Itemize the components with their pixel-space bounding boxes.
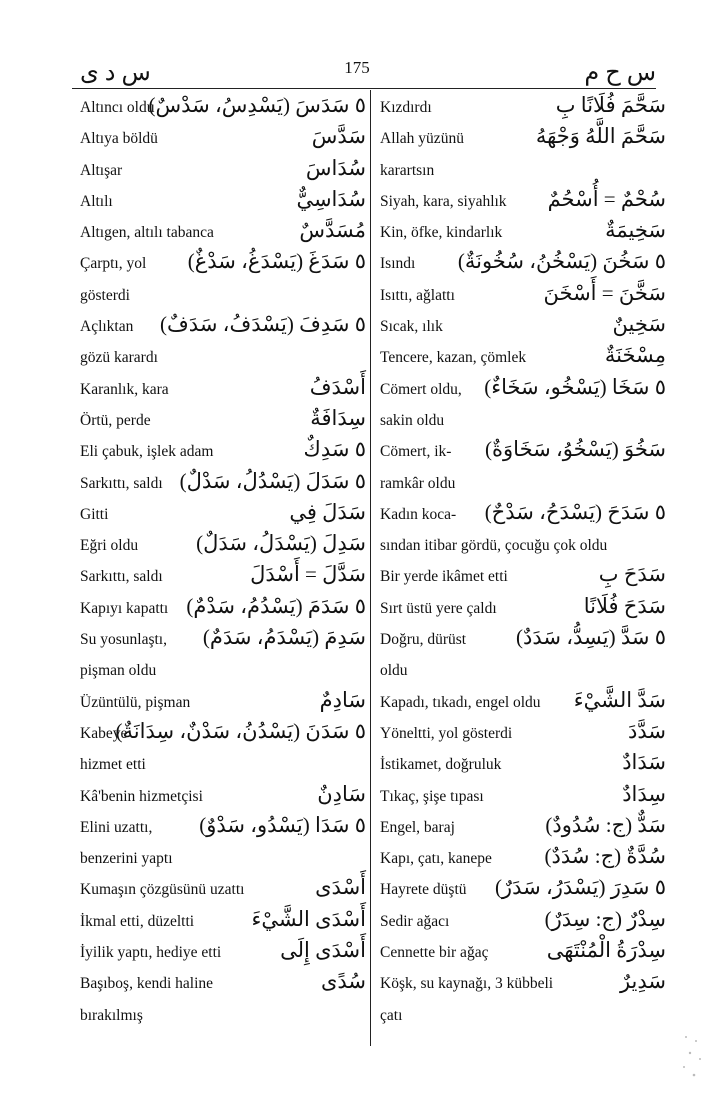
dictionary-entry	[380, 808, 666, 839]
turkish-definition: Isındı	[380, 255, 416, 273]
arabic-headword: سَخُوَ (يَسْخُوُ، سَخَاوَةٌ)	[485, 437, 666, 462]
turkish-definition: sakin oldu	[380, 411, 445, 429]
turkish-definition: Gitti	[80, 505, 109, 523]
turkish-definition: Sarkıttı, saldı	[80, 474, 163, 492]
dictionary-entry	[80, 777, 366, 808]
dictionary-entry	[380, 714, 666, 745]
turkish-definition: Kapadı, tıkadı, engel oldu	[380, 693, 541, 711]
turkish-definition: Cömert oldu,	[380, 380, 462, 398]
dictionary-entry	[80, 902, 366, 933]
dictionary-entry	[80, 119, 366, 150]
dictionary-entry	[380, 651, 666, 682]
turkish-definition: Eğri oldu	[80, 537, 139, 555]
arabic-headword: سِدْرٌ (ج: سِدَرٌ)	[544, 906, 666, 931]
turkish-definition: Kabeye	[80, 724, 128, 742]
arabic-headword: ٥ سَدَمَ (يَسْدُمُ، سَدْمٌ)	[186, 593, 366, 618]
arabic-headword: سَدَادٌ	[622, 750, 666, 775]
arabic-headword: أَسْدَفُ	[309, 374, 366, 399]
turkish-definition: gösterdi	[80, 286, 130, 304]
dictionary-entry	[80, 370, 366, 401]
column-divider	[370, 90, 371, 1046]
arabic-headword: ٥ سَدَلَ (يَسْدُلُ، سَدْلٌ)	[179, 468, 366, 493]
dictionary-entry	[380, 589, 666, 620]
dictionary-entry	[380, 964, 666, 995]
dictionary-entry	[380, 839, 666, 870]
dictionary-entry	[80, 244, 366, 275]
turkish-definition: ramkâr oldu	[380, 474, 456, 492]
turkish-definition: bırakılmış	[80, 1006, 143, 1024]
arabic-headword: سُدَّةٌ (ج: سُدَدٌ)	[544, 844, 666, 869]
arabic-headword: أَسْدَى الشَّيْءَ	[251, 906, 366, 931]
dictionary-entry	[380, 620, 666, 651]
arabic-headword: ٥ سَدِفَ (يَسْدَفُ، سَدَفٌ)	[160, 312, 366, 337]
turkish-definition: Çarptı, yol	[80, 255, 147, 273]
dictionary-entry	[380, 870, 666, 901]
header-guide-letters-left: س د ى	[80, 60, 151, 86]
arabic-headword: سَادِمٌ	[319, 687, 366, 712]
turkish-definition: Tıkaç, şişe tıpası	[380, 787, 484, 805]
turkish-definition: Altışar	[80, 161, 123, 179]
arabic-headword: ٥ سَدَنَ (يَسْدُنُ، سَدْنٌ، سِدَانَةٌ)	[115, 718, 366, 743]
turkish-definition: Hayrete düştü	[380, 881, 467, 899]
dictionary-entry	[80, 432, 366, 463]
arabic-headword: سُدَاسَ	[305, 155, 366, 180]
turkish-definition: Altıya böldü	[80, 130, 158, 148]
turkish-definition: Eli çabuk, işlek adam	[80, 443, 214, 461]
arabic-headword: سَدَحَ بِ	[598, 562, 666, 587]
dictionary-entry	[380, 338, 666, 369]
turkish-definition: Su yosunlaştı,	[80, 631, 167, 649]
arabic-headword: سَدَحَ فُلَانًا	[583, 593, 666, 618]
arabic-headword: سَخَّنَ = أَسْخَنَ	[543, 280, 666, 305]
arabic-headword: ٥ سَدِرَ (يَسْدَرُ، سَدَرٌ)	[494, 875, 666, 900]
dictionary-entry	[380, 88, 666, 119]
arabic-headword: سَدَّسَ	[311, 124, 366, 149]
turkish-definition: Karanlık, kara	[80, 380, 169, 398]
arabic-headword: ٥ سَدَّ (يَسِدُّ، سَدَدٌ)	[516, 625, 666, 650]
turkish-definition: İkmal etti, düzeltti	[80, 912, 195, 930]
turkish-definition: Altıncı oldu	[80, 99, 155, 116]
page-header	[0, 52, 714, 92]
turkish-definition: Sarkıttı, saldı	[80, 568, 163, 586]
dictionary-entry	[380, 276, 666, 307]
arabic-headword: سَدِمَ (يَسْدَمُ، سَدَمٌ)	[202, 625, 366, 650]
arabic-headword: ٥ سَدَسَ (يَسْدِسُ، سَدْسٌ)	[148, 93, 366, 117]
arabic-headword: مِسْخَنَةٌ	[604, 343, 666, 368]
dictionary-entry	[80, 683, 366, 714]
turkish-definition: Kapı, çatı, kanepe	[380, 850, 492, 868]
arabic-headword: أَسْدَى	[315, 875, 366, 900]
dictionary-entry	[80, 338, 366, 369]
turkish-definition: Altıgen, altılı tabanca	[80, 224, 214, 242]
turkish-definition: Elini uzattı,	[80, 818, 153, 836]
dictionary-entry	[380, 683, 666, 714]
dictionary-entry	[380, 182, 666, 213]
turkish-definition: Allah yüzünü	[380, 130, 464, 148]
turkish-definition: Örtü, perde	[80, 411, 151, 429]
dictionary-entry	[380, 401, 666, 432]
turkish-definition: Kin, öfke, kindarlık	[380, 224, 503, 242]
turkish-definition: Kumaşın çözgüsünü uzattı	[80, 881, 245, 899]
dictionary-entry	[80, 996, 366, 1027]
dictionary-entry	[80, 589, 366, 620]
arabic-headword: سِدْرَةُ الْمُنْتَهَى	[546, 938, 666, 963]
dictionary-entry	[380, 151, 666, 182]
dictionary-entry	[80, 307, 366, 338]
arabic-headword: سِدَادٌ	[622, 781, 666, 806]
arabic-headword: سَخِيمَةٌ	[605, 218, 666, 243]
turkish-definition: İstikamet, doğruluk	[380, 756, 502, 774]
dictionary-entry	[80, 557, 366, 588]
dictionary-entry	[380, 244, 666, 275]
arabic-headword: مُسَدَّسٌ	[299, 218, 366, 243]
arabic-headword: ٥ سَدَحَ (يَسْدَحُ، سَدْحٌ)	[484, 499, 666, 524]
turkish-definition: Engel, baraj	[380, 818, 455, 836]
dictionary-entry	[80, 964, 366, 995]
turkish-definition: Kadın koca-	[380, 505, 457, 523]
turkish-definition: Köşk, su kaynağı, 3 kübbeli	[380, 975, 554, 993]
dictionary-entry	[380, 526, 666, 557]
arabic-headword: سَدَّ الشَّيْءَ	[573, 687, 666, 712]
arabic-headword: أَسْدَى إِلَى	[280, 938, 366, 963]
dictionary-entry	[380, 745, 666, 776]
arabic-headword: ٥ سَخُنَ (يَسْخُنُ، سُخُونَةٌ)	[457, 249, 666, 274]
turkish-definition: Kızdırdı	[380, 99, 432, 116]
turkish-definition: oldu	[380, 662, 408, 680]
turkish-definition: Açlıktan	[80, 318, 134, 336]
arabic-headword: سَدَّلَ = أَسْدَلَ	[250, 562, 366, 587]
turkish-definition: Tencere, kazan, çömlek	[380, 349, 527, 367]
arabic-headword: سَدِيرٌ	[619, 969, 666, 994]
arabic-headword: سَدَّدَ	[628, 718, 666, 743]
turkish-definition: Kapıyı kapattı	[80, 599, 169, 617]
arabic-headword: سَحَّمَ اللَّهُ وَجْهَهُ	[535, 124, 666, 149]
turkish-definition: Isıttı, ağlattı	[380, 286, 455, 304]
left-column	[80, 88, 366, 1027]
turkish-definition: Siyah, kara, siyahlık	[380, 192, 507, 210]
turkish-definition: Sedir ağacı	[380, 912, 450, 930]
paper-smudge	[678, 1027, 708, 1087]
dictionary-entry	[80, 526, 366, 557]
dictionary-entry	[380, 902, 666, 933]
turkish-definition: Sıcak, ılık	[380, 318, 443, 336]
dictionary-entry	[380, 370, 666, 401]
turkish-definition: İyilik yaptı, hediye etti	[80, 944, 222, 962]
turkish-definition: karartsın	[380, 161, 435, 179]
dictionary-entry	[80, 933, 366, 964]
dictionary-entry	[80, 464, 366, 495]
dictionary-entry	[380, 933, 666, 964]
dictionary-entry	[380, 119, 666, 150]
turkish-definition: hizmet etti	[80, 756, 146, 774]
dictionary-entry	[80, 714, 366, 745]
dictionary-entry	[380, 213, 666, 244]
arabic-headword: ٥ سَدَغَ (يَسْدَغُ، سَدْغٌ)	[187, 249, 366, 274]
dictionary-entry	[80, 401, 366, 432]
page-number: 175	[344, 58, 370, 77]
arabic-headword: سَدَلَ فِي	[289, 499, 366, 524]
arabic-headword: سَدِلَ (يَسْدَلُ، سَدَلٌ)	[196, 531, 366, 556]
dictionary-entry	[380, 996, 666, 1027]
turkish-definition: Bir yerde ikâmet etti	[380, 568, 508, 586]
dictionary-entry	[80, 182, 366, 213]
arabic-headword: سَادِنٌ	[317, 781, 366, 806]
arabic-headword: سِدَافَةٌ	[310, 405, 366, 430]
arabic-headword: ٥ سَدَا (يَسْدُو، سَدْوٌ)	[199, 812, 366, 837]
arabic-headword: سُحْمٌ = أُسْحُمٌ	[547, 186, 666, 211]
dictionary-entry	[80, 213, 366, 244]
dictionary-entry	[80, 839, 366, 870]
turkish-definition: Cennette bir ağaç	[380, 944, 489, 962]
arabic-headword: ٥ سَخَا (يَسْخُو، سَخَاءٌ)	[484, 374, 666, 399]
dictionary-entry	[380, 777, 666, 808]
turkish-definition: Doğru, dürüst	[380, 631, 467, 649]
dictionary-entry	[80, 808, 366, 839]
dictionary-entry	[80, 151, 366, 182]
arabic-headword: سُدَاسِيٌّ	[296, 186, 366, 211]
dictionary-entry	[380, 307, 666, 338]
dictionary-entry	[80, 495, 366, 526]
dictionary-entry	[80, 88, 366, 119]
arabic-headword: سَدٌّ (ج: سُدُودٌ)	[545, 812, 666, 837]
arabic-headword: سَحَّمَ فُلَانًا بِ	[555, 93, 666, 117]
dictionary-entry	[80, 870, 366, 901]
turkish-definition: sından itibar gördü, çocuğu çok oldu	[380, 537, 608, 555]
turkish-definition: benzerini yaptı	[80, 850, 173, 868]
turkish-definition: gözü karardı	[80, 349, 158, 367]
turkish-definition: Cömert, ik-	[380, 443, 452, 461]
turkish-definition: pişman oldu	[80, 662, 157, 680]
dictionary-entry	[80, 276, 366, 307]
turkish-definition: Üzüntülü, pişman	[80, 693, 191, 711]
header-guide-letters-right: س ح م	[584, 60, 656, 86]
dictionary-entry	[380, 495, 666, 526]
arabic-headword: سُدًى	[320, 969, 366, 994]
turkish-definition: Sırt üstü yere çaldı	[380, 599, 497, 617]
turkish-definition: Kâ'benin hizmetçisi	[80, 787, 203, 805]
arabic-headword: ٥ سَدِكٌ	[303, 437, 366, 462]
arabic-headword: سَخِينٌ	[612, 312, 666, 337]
dictionary-entry	[380, 464, 666, 495]
dictionary-entry	[80, 620, 366, 651]
dictionary-entry	[80, 745, 366, 776]
dictionary-entry	[380, 432, 666, 463]
turkish-definition: Altılı	[80, 192, 113, 210]
dictionary-entry	[380, 557, 666, 588]
right-column	[380, 88, 666, 1027]
dictionary-entry	[80, 651, 366, 682]
turkish-definition: Yöneltti, yol gösterdi	[380, 724, 513, 742]
turkish-definition: çatı	[380, 1006, 403, 1024]
turkish-definition: Başıboş, kendi haline	[80, 975, 214, 993]
